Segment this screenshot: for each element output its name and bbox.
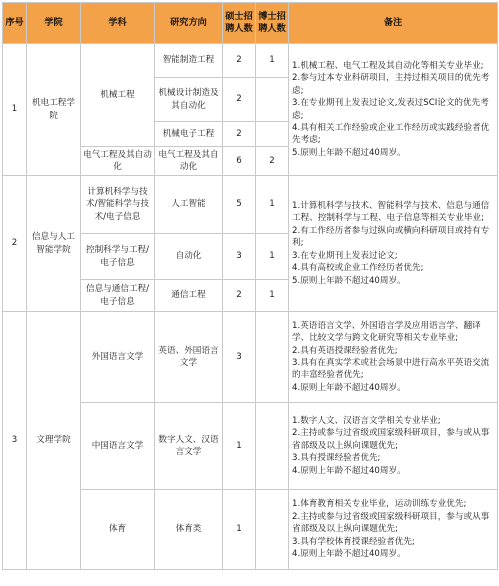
remarks-cell [289,490,498,570]
remarks-line: 5.原则上年龄不超过40周岁。 [292,275,406,286]
master-count: 2 [223,44,256,78]
row-number: 1 [3,44,27,176]
remarks-line: 1.体育教育相关专业毕业，运动训练专业优先; [292,499,467,510]
doctor-count: 1 [256,234,289,280]
table-row [3,312,498,403]
remarks-line: 3.具有授课经验者优先; [292,453,381,464]
header-direction: 研究方向 [155,3,223,44]
remarks-cell [289,312,498,403]
master-count: 6 [223,147,256,176]
remarks-line: 4.具有高校或企业工作经历者优先; [292,263,424,274]
header-doctor-count: 博士招聘人数 [256,3,289,44]
subject-cell: 电气工程及其自动化 [81,147,155,176]
master-count: 2 [223,78,256,122]
college-name: 文理学院 [27,312,81,570]
master-count: 3 [223,234,256,280]
doctor-count: 1 [256,280,289,312]
direction-cell: 自动化 [155,234,223,280]
remarks-line: 1.计算机科学与技术、智能科学与技术、信息与通信工程、控制科学与工程、电子信息等相关专业毕业; [292,200,490,224]
subject-cell: 外国语言文学 [81,312,155,403]
direction-cell: 机械设计制造及其自动化 [155,78,223,122]
header-college: 学院 [27,3,81,44]
remarks-line: 4.原则上年龄不超过40周岁。 [292,382,406,393]
remarks-line: 4.原则上年龄不超过40周岁。 [292,549,406,560]
doctor-count: 2 [256,147,289,176]
master-count: 1 [223,490,256,570]
college-name: 信息与人工智能学院 [27,176,81,312]
remarks-line: 3.在专业期刊上发表过论文; [292,250,398,261]
remarks-line: 1.机械工程、电气工程及其自动化等相关专业毕业; [292,60,484,71]
recruitment-table [2,2,498,570]
remarks-line: 2.具有英语授课经验者优先; [292,345,398,356]
subject-cell: 信息与通信工程/电子信息 [81,280,155,312]
direction-cell: 数字人文、汉语言文学 [155,403,223,490]
subject-cell: 体育 [81,490,155,570]
subject-cell: 中国语言文学 [81,403,155,490]
remarks-line: 4.原则上年龄不超过40周岁。 [292,465,406,476]
remarks-line: 3.在专业期刊上发表过论文,发表过SCI论文的优先考虑; [292,98,489,121]
master-count: 5 [223,176,256,234]
master-count: 2 [223,280,256,312]
remarks-cell [289,403,498,490]
row-number: 3 [3,312,27,570]
direction-cell: 机械电子工程 [155,122,223,147]
remarks-line: 3.具有学校体育授课经验者优先; [292,536,415,547]
direction-cell: 人工智能 [155,176,223,234]
header-master-count: 硕士招聘人数 [223,3,256,44]
remarks-line: 4.具有相关工作经验或企业工作经历或实践经验者优先考虑; [292,122,490,146]
remarks-line: 1.数字人文、汉语言文学相关专业毕业; [292,415,441,426]
doctor-count [256,490,289,570]
direction-cell: 电气工程及其自动化 [155,147,223,176]
remarks-line: 2.主持或参与过省级或国家级科研项目，参与或从事省部级及以上纵向课题优先; [292,511,490,535]
doctor-count: 1 [256,44,289,78]
header-remarks: 备注 [289,3,498,44]
master-count: 3 [223,312,256,403]
remarks-line: 1.英语语言文学、外国语言学及应用语言学、翻译学、比较文学与跨文化研究等相关专业毕业; [292,320,481,344]
direction-cell: 英语、外国语言文学 [155,312,223,403]
remarks-cell [289,44,498,176]
doctor-count [256,122,289,147]
college-name: 机电工程学院 [27,44,81,176]
master-count: 1 [223,403,256,490]
subject-cell: 控制科学与工程/电子信息 [81,234,155,280]
doctor-count [256,78,289,122]
direction-cell: 体育类 [155,490,223,570]
table-row [3,176,498,234]
header-no: 序号 [3,3,27,44]
header-row [3,3,498,44]
remarks-cell [289,176,498,312]
remarks-line: 5.原则上年龄不超过40周岁。 [292,147,406,158]
doctor-count [256,312,289,403]
header-subject: 学科 [81,3,155,44]
doctor-count [256,403,289,490]
remarks-line: 2.主持或参与过省级或国家级科研项目，参与或从事省部级及以上纵向课题优先; [292,428,490,451]
direction-cell: 通信工程 [155,280,223,312]
subject-cell: 计算机科学与技术/智能科学与技术/电子信息 [81,176,155,234]
subject-cell: 机械工程 [81,44,155,147]
direction-cell: 智能制造工程 [155,44,223,78]
table-row [3,44,498,78]
master-count: 2 [223,122,256,147]
remarks-line: 3.具有在真实学术或社会场景中进行高水平英语交流的丰富经验者优先; [292,358,490,381]
doctor-count: 1 [256,176,289,234]
remarks-line: 2.有工作经历者参与过纵向或横向科研项目或持有专利; [292,225,490,249]
row-number: 2 [3,176,27,312]
remarks-line: 2.参与过本专业科研项目，主持过相关项目的优先考虑; [292,73,490,96]
